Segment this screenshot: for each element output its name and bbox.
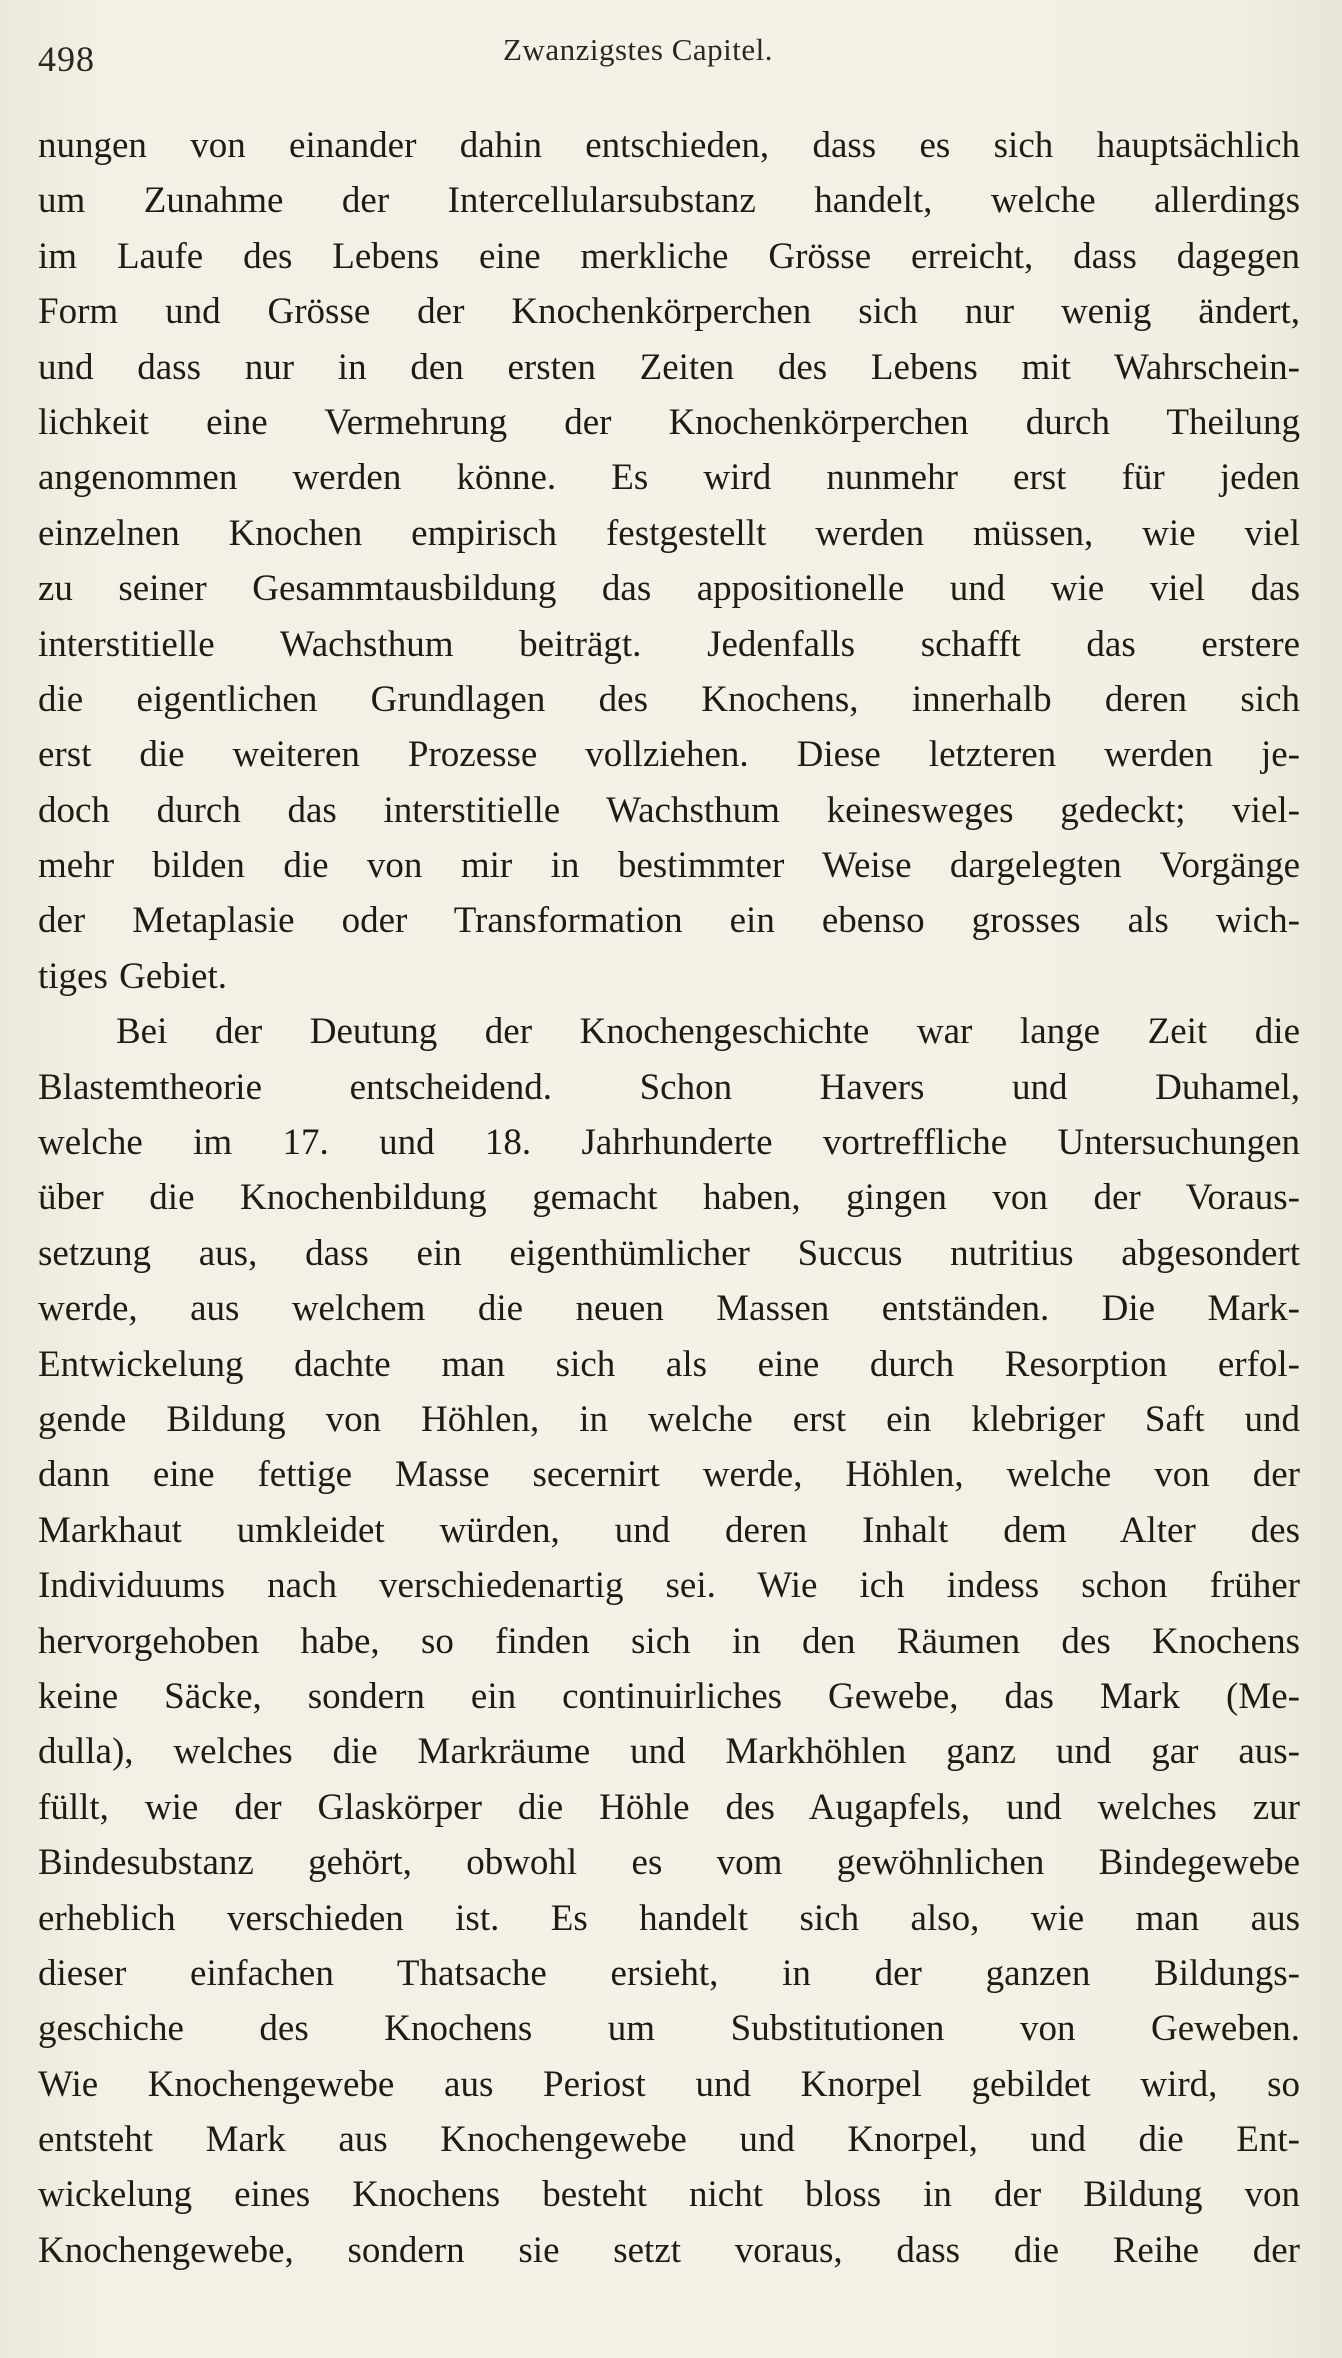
text-line: keine Säcke, sondern ein continuirliches Gewebe, das Mark (Me- bbox=[38, 1675, 1300, 1717]
running-head bbox=[38, 32, 1304, 88]
text-line: Individuums nach verschiedenartig sei. Wie ich indess schon früher bbox=[38, 1565, 1300, 1607]
text-line: setzung aus, dass ein eigenthümlicher Succus nutritius abgesondert bbox=[38, 1232, 1300, 1274]
text-line: entsteht Mark aus Knochengewebe und Knorpel, und die Ent- bbox=[38, 2119, 1300, 2161]
text-line: Markhaut umkleidet würden, und deren Inhalt dem Alter des bbox=[38, 1509, 1300, 1551]
text-line: nungen von einander dahin entschieden, dass es sich hauptsächlich bbox=[38, 125, 1300, 166]
text-line: welche im 17. und 18. Jahrhunderte vortreffliche Untersuchungen bbox=[38, 1122, 1300, 1164]
text-line: und dass nur in den ersten Zeiten des Lebens mit Wahrschein- bbox=[38, 346, 1300, 388]
text-line: wickelung eines Knochens besteht nicht bloss in der Bildung von bbox=[38, 2174, 1300, 2216]
text-line: Bindesubstanz gehört, obwohl es vom gewöhnlichen Bindegewebe bbox=[38, 1842, 1300, 1884]
text-line: erheblich verschieden ist. Es handelt sich also, wie man aus bbox=[38, 1897, 1300, 1939]
text-line: geschiche des Knochens um Substitutionen von Geweben. bbox=[38, 2008, 1300, 2050]
paragraph-first-line: Bei der Deutung der Knochengeschichte war lange Zeit die bbox=[116, 1011, 1300, 1053]
text-line: mehr bilden die von mir in bestimmter Weise dargelegten Vorgänge bbox=[38, 845, 1300, 887]
text-line: um Zunahme der Intercellularsubstanz handelt, welche allerdings bbox=[38, 180, 1300, 222]
body-text bbox=[38, 118, 1300, 2278]
text-line: gende Bildung von Höhlen, in welche erst ein klebriger Saft und bbox=[38, 1398, 1300, 1440]
text-line: doch durch das interstitielle Wachsthum keinesweges gedeckt; viel- bbox=[38, 789, 1300, 831]
text-line: dieser einfachen Thatsache ersieht, in der ganzen Bildungs- bbox=[38, 1952, 1300, 1994]
chapter-title: Zwanzigstes Capitel. bbox=[503, 32, 773, 67]
text-line: der Metaplasie oder Transformation ein ebenso grosses als wich- bbox=[38, 900, 1300, 942]
text-line: einzelnen Knochen empirisch festgestellt werden müssen, wie viel bbox=[38, 512, 1300, 554]
text-line: werde, aus welchem die neuen Massen entständen. Die Mark- bbox=[38, 1288, 1300, 1330]
text-line: dann eine fettige Masse secernirt werde, Höhlen, welche von der bbox=[38, 1454, 1300, 1496]
text-line: Form und Grösse der Knochenkörperchen sich nur wenig ändert, bbox=[38, 291, 1300, 333]
paragraph-last-line: tiges Gebiet. bbox=[38, 955, 228, 997]
text-line: interstitielle Wachsthum beiträgt. Jedenfalls schafft das erstere bbox=[38, 623, 1300, 665]
text-line: die eigentlichen Grundlagen des Knochens, innerhalb deren sich bbox=[38, 678, 1300, 720]
text-line: lichkeit eine Vermehrung der Knochenkörperchen durch Theilung bbox=[38, 401, 1300, 443]
text-line: erst die weiteren Prozesse vollziehen. Diese letzteren werden je- bbox=[38, 734, 1300, 776]
text-line: dulla), welches die Markräume und Markhöhlen ganz und gar aus- bbox=[38, 1731, 1300, 1773]
text-line: über die Knochenbildung gemacht haben, gingen von der Voraus- bbox=[38, 1177, 1300, 1219]
text-line: Knochengewebe, sondern sie setzt voraus, dass die Reihe der bbox=[38, 2229, 1300, 2271]
text-line: Blastemtheorie entscheidend. Schon Havers und Duhamel, bbox=[38, 1066, 1300, 1108]
text-line: zu seiner Gesammtausbildung das appositionelle und wie viel das bbox=[38, 568, 1300, 610]
text-line: hervorgehoben habe, so finden sich in den Räumen des Knochens bbox=[38, 1620, 1300, 1662]
text-line: Entwickelung dachte man sich als eine durch Resorption erfol- bbox=[38, 1343, 1300, 1385]
text-line: Wie Knochengewebe aus Periost und Knorpel gebildet wird, so bbox=[38, 2063, 1300, 2105]
text-line: angenommen werden könne. Es wird nunmehr erst für jeden bbox=[38, 457, 1300, 499]
text-line: füllt, wie der Glaskörper die Höhle des Augapfels, und welches zur bbox=[38, 1786, 1300, 1828]
text-line: im Laufe des Lebens eine merkliche Grösse erreicht, dass dagegen bbox=[38, 235, 1300, 277]
page-number: 498 bbox=[38, 39, 95, 79]
